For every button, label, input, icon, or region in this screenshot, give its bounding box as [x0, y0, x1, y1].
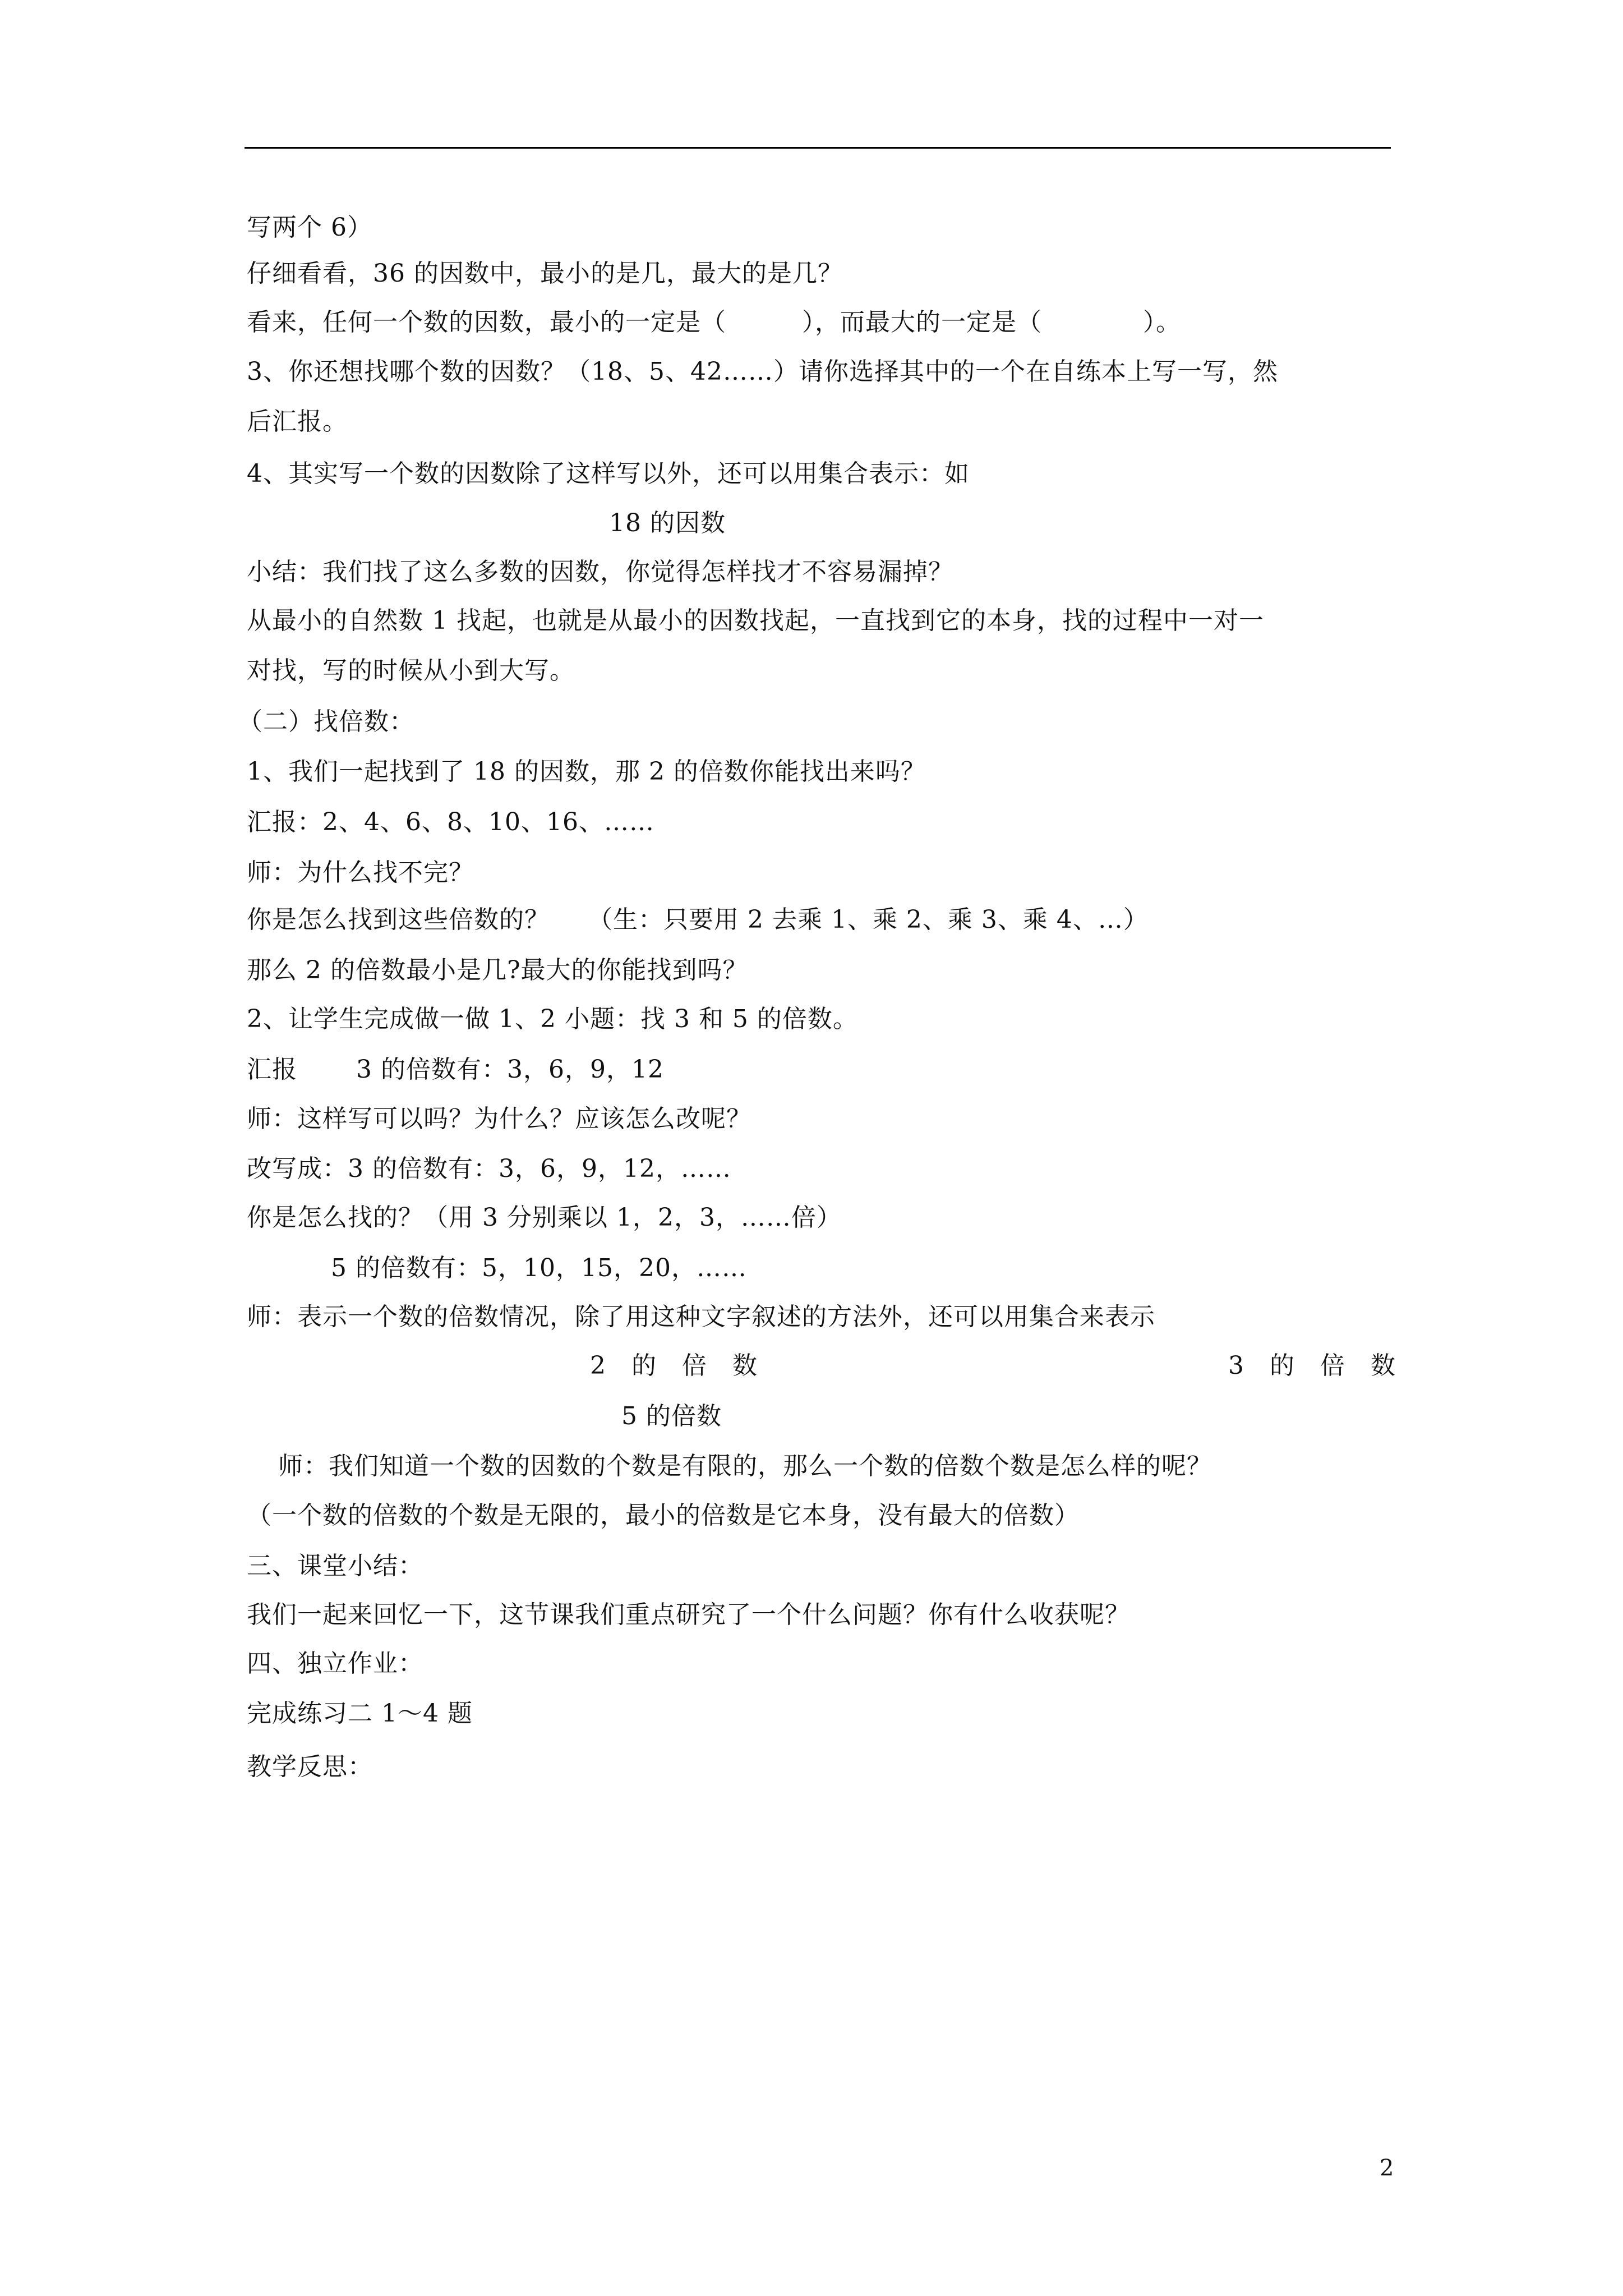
header-rule	[245, 147, 1391, 149]
text-line: 2、让学生完成做一做 1、2 小题：找 3 和 5 的倍数。	[247, 1005, 858, 1033]
text-line: 改写成：3 的倍数有：3，6，9，12，……	[247, 1154, 731, 1183]
set-label-18-factors: 18 的因数	[609, 509, 726, 537]
text-line: 师：为什么找不完？	[247, 858, 474, 887]
section-heading: 四、独立作业：	[247, 1649, 423, 1678]
text-line: 师：表示一个数的倍数情况，除了用这种文字叙述的方法外，还可以用集合来表示	[247, 1303, 1155, 1331]
text-line: 3、你还想找哪个数的因数？（18、5、42……）请你选择其中的一个在自练本上写一写，然	[247, 357, 1278, 386]
text-line: 后汇报。	[247, 407, 348, 436]
text-line: 4、其实写一个数的因数除了这样写以外，还可以用集合表示：如	[247, 459, 970, 488]
text-line: 从最小的自然数 1 找起，也就是从最小的因数找起，一直找到它的本身，找的过程中一对一	[247, 606, 1264, 635]
section-heading: （二）找倍数：	[238, 707, 414, 736]
text-line: 1、我们一起找到了 18 的因数，那 2 的倍数你能找出来吗？	[247, 757, 926, 786]
set-label-2-multiples: 2 的 倍 数	[590, 1351, 758, 1380]
text-line: （一个数的倍数的个数是无限的，最小的倍数是它本身，没有最大的倍数）	[247, 1501, 1080, 1530]
text-line: 师：我们知道一个数的因数的个数是有限的，那么一个数的倍数个数是怎么样的呢？	[278, 1452, 1212, 1480]
text-line: 你是怎么找的？（用 3 分别乘以 1，2，3，……倍）	[247, 1203, 842, 1232]
text-line: 仔细看看，36 的因数中，最小的是几，最大的是几？	[247, 259, 843, 288]
text-line: 写两个 6）	[247, 213, 372, 242]
text-line: 汇报 3 的倍数有：3，6，9，12	[247, 1055, 664, 1084]
text-line: 教学反思：	[247, 1752, 373, 1781]
text-line: 看来，任何一个数的因数，最小的一定是（ ），而最大的一定是（ ）。	[247, 308, 1181, 337]
text-line: 师：这样写可以吗？为什么？应该怎么改呢？	[247, 1105, 751, 1133]
text-line: 汇报：2、4、6、8、10、16、……	[247, 808, 654, 836]
text-line: 对找，写的时候从小到大写。	[247, 656, 575, 685]
text-line: 那么 2 的倍数最小是几?最大的你能找到吗？	[247, 956, 748, 984]
text-line: 我们一起来回忆一下，这节课我们重点研究了一个什么问题？你有什么收获呢？	[247, 1600, 1130, 1629]
text-line: 你是怎么找到这些倍数的？ （生：只要用 2 去乘 1、乘 2、乘 3、乘 4、…）	[247, 905, 1149, 934]
text-line: 完成练习二 1～4 题	[247, 1699, 473, 1728]
section-heading: 三、课堂小结：	[247, 1552, 423, 1580]
text-line: 小结：我们找了这么多数的因数，你觉得怎样找才不容易漏掉？	[247, 558, 953, 586]
page-number: 2	[1380, 2155, 1394, 2181]
text-line: 5 的倍数有：5，10，15，20，……	[331, 1254, 747, 1282]
set-label-3-multiples: 3 的 倍 数	[1228, 1351, 1396, 1380]
set-label-5-multiples: 5 的倍数	[621, 1402, 722, 1430]
